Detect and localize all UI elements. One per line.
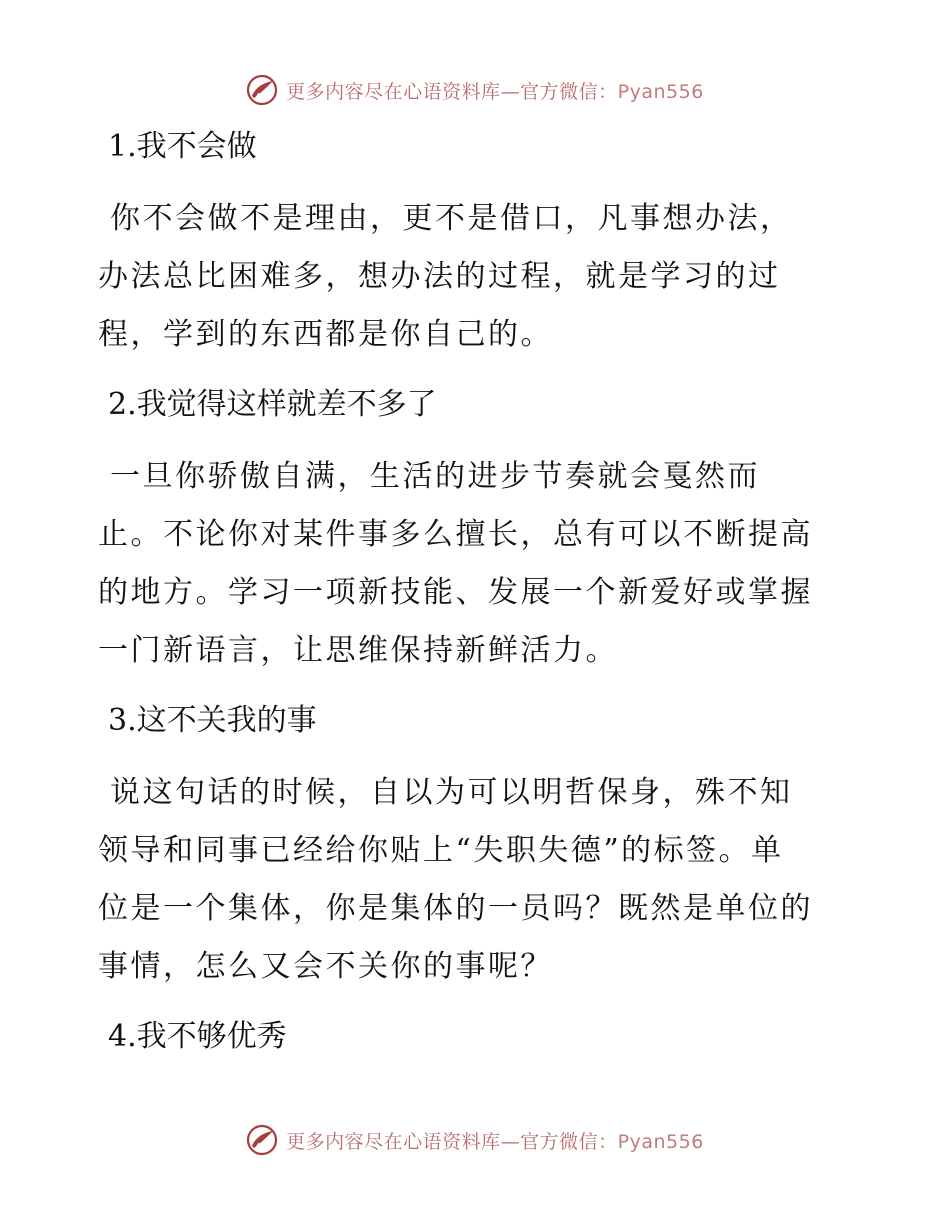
paragraph-line: 止。不论你对某件事多么擅长，总有可以不断提高 xyxy=(98,517,813,552)
watermark-text: 更多内容尽在心语资料库—官方微信：Pyan556 xyxy=(286,1130,704,1153)
paragraph-line: 你不会做不是理由，更不是借口，凡事想办法， xyxy=(98,201,793,236)
section-heading-4: 4.我不够优秀 xyxy=(108,1019,287,1054)
paragraph-line: 说这句话的时候，自以为可以明哲保身，殊不知 xyxy=(98,775,793,810)
pen-logo-icon xyxy=(246,1124,278,1156)
section-paragraph-1 xyxy=(98,190,858,364)
document-body xyxy=(98,118,858,1066)
watermark-wechat-id: Pyan556 xyxy=(617,1130,704,1153)
paragraph-line: 程，学到的东西都是你自己的。 xyxy=(98,317,553,352)
header-watermark xyxy=(0,70,950,110)
footer-watermark xyxy=(0,1120,950,1160)
paragraph-line: 一门新语言，让思维保持新鲜活力。 xyxy=(98,633,618,668)
paragraph-line: 一旦你骄傲自满，生活的进步节奏就会戛然而 xyxy=(98,459,761,494)
section-paragraph-2 xyxy=(98,448,858,680)
watermark-text: 更多内容尽在心语资料库—官方微信：Pyan556 xyxy=(286,80,704,103)
paragraph-line: 位是一个集体，你是集体的一员吗？既然是单位的 xyxy=(98,891,813,926)
section-paragraph-3 xyxy=(98,764,858,996)
paragraph-line: 的地方。学习一项新技能、发展一个新爱好或掌握 xyxy=(98,575,813,610)
section-heading-1: 1.我不会做 xyxy=(108,129,257,164)
paragraph-line: 领导和同事已经给你贴上“失职失德”的标签。单 xyxy=(98,833,784,868)
pen-logo-icon xyxy=(246,74,278,106)
section-heading-3: 3.这不关我的事 xyxy=(108,703,317,738)
watermark-wechat-id: Pyan556 xyxy=(617,80,704,103)
paragraph-line: 办法总比困难多，想办法的过程，就是学习的过 xyxy=(98,259,781,294)
section-heading-2: 2.我觉得这样就差不多了 xyxy=(108,387,437,422)
paragraph-line: 事情，怎么又会不关你的事呢？ xyxy=(98,949,553,984)
